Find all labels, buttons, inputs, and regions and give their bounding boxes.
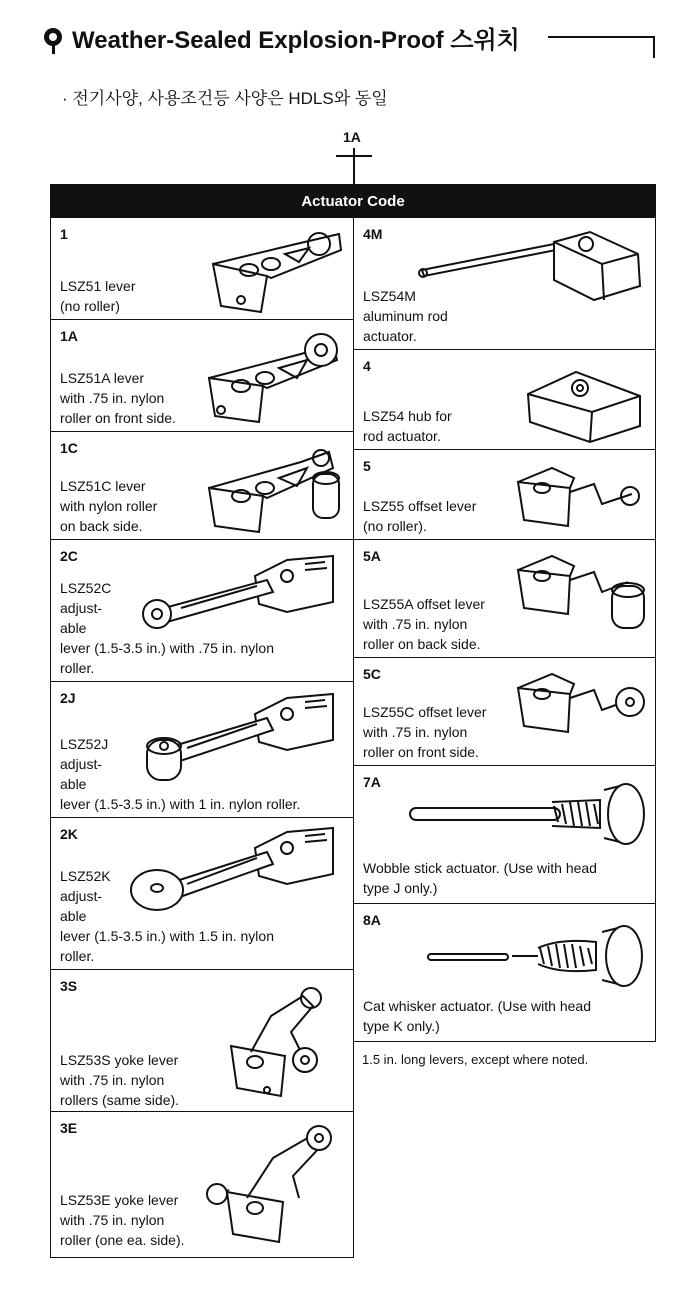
actuator-code: 5 [363,458,371,474]
actuator-code: 8A [363,912,381,928]
actuator-code: 2K [60,826,78,842]
lever-actuator-icon [201,226,349,316]
table-header: Actuator Code [50,184,656,218]
actuator-cell-4m [354,218,656,350]
cat-whisker-actuator-icon [420,918,650,988]
actuator-code: 7A [363,774,381,790]
yoke-lever-same-side-icon [211,976,349,1106]
offset-lever-actuator-icon [512,458,652,534]
actuator-description: Wobble stick actuator. (Use with head type J only.) [363,860,597,896]
actuator-description: LSZ55 offset lever (no roller). [363,498,477,534]
wobble-stick-actuator-icon [404,778,650,850]
adjustable-lever-roller-actuator-icon [137,688,349,788]
actuator-cell-2c [50,540,354,682]
actuator-description: LSZ51 lever (no roller) [60,278,136,314]
yoke-lever-one-each-side-icon [201,1118,349,1252]
actuator-code: 2J [60,690,76,706]
actuator-description: LSZ52J adjust- able lever (1.5-3.5 in.) with 1 in. nylon roller. [60,736,301,812]
actuator-description: LSZ52C adjust- able lever (1.5-3.5 in.) with .75 in. nylon roller. [60,580,274,676]
lever-roller-actuator-icon [201,326,349,426]
adjustable-lever-large-roller-actuator-icon [127,822,349,922]
actuator-code: 1C [60,440,78,456]
callout-line [353,148,355,184]
actuator-code: 3E [60,1120,78,1136]
lever-roller-back-actuator-icon [201,438,349,536]
actuator-code: 4 [363,358,371,374]
offset-lever-roller-back-icon [512,546,652,646]
rod-hub-actuator-icon [522,356,650,446]
actuator-cell-1a [50,320,354,432]
actuator-cell-7a [354,766,656,904]
actuator-code: 5A [363,548,381,564]
actuator-description: LSZ55C offset lever with .75 in. nylon roller on front side. [363,704,487,760]
page-subtitle: · 전기사양, 사용조건등 사양은 HDLS와 동일 [62,89,388,108]
actuator-cell-5 [354,450,656,540]
actuator-description: LSZ52K adjust- able lever (1.5-3.5 in.) with 1.5 in. nylon roller. [60,868,274,964]
footnote: 1.5 in. long levers, except where noted. [362,1052,589,1067]
actuator-cell-4 [354,350,656,450]
actuator-code: 5C [363,666,381,682]
actuator-description: Cat whisker actuator. (Use with head type K only.) [363,998,591,1034]
actuator-description: LSZ53E yoke lever with .75 in. nylon roller (one ea. side). [60,1192,185,1248]
offset-lever-roller-front-icon [512,664,652,740]
actuator-description: LSZ53S yoke lever with .75 in. nylon rollers (same side). [60,1052,180,1108]
actuator-description: LSZ54M aluminum rod actuator. [363,288,448,344]
actuator-cell-8a [354,904,656,1042]
page-title: Weather-Sealed Explosion-Proof 스위치 [72,27,520,54]
callout-label: 1A [343,129,361,145]
adjustable-lever-actuator-icon [137,546,349,636]
actuator-cell-2k [50,818,354,970]
actuator-code: 1 [60,226,68,242]
actuator-code: 4M [363,226,383,242]
actuator-cell-5c [354,658,656,766]
title-rule [548,36,655,58]
actuator-cell-1c [50,432,354,540]
actuator-description: LSZ51A lever with .75 in. nylon roller on front side. [60,370,176,426]
actuator-code: 2C [60,548,78,564]
actuator-cell-1 [50,218,354,320]
actuator-code: 3S [60,978,78,994]
actuator-description: LSZ51C lever with nylon roller on back side. [60,478,158,534]
aluminum-rod-actuator-icon [414,224,650,304]
actuator-cell-2j [50,682,354,818]
actuator-description: LSZ54 hub for rod actuator. [363,408,452,444]
actuator-cell-3s [50,970,354,1112]
actuator-description: LSZ55A offset lever with .75 in. nylon roller on back side. [363,596,485,652]
actuator-code: 1A [60,328,78,344]
title-bullet-stem [52,44,55,54]
actuator-cell-3e [50,1112,354,1258]
actuator-cell-5a [354,540,656,658]
